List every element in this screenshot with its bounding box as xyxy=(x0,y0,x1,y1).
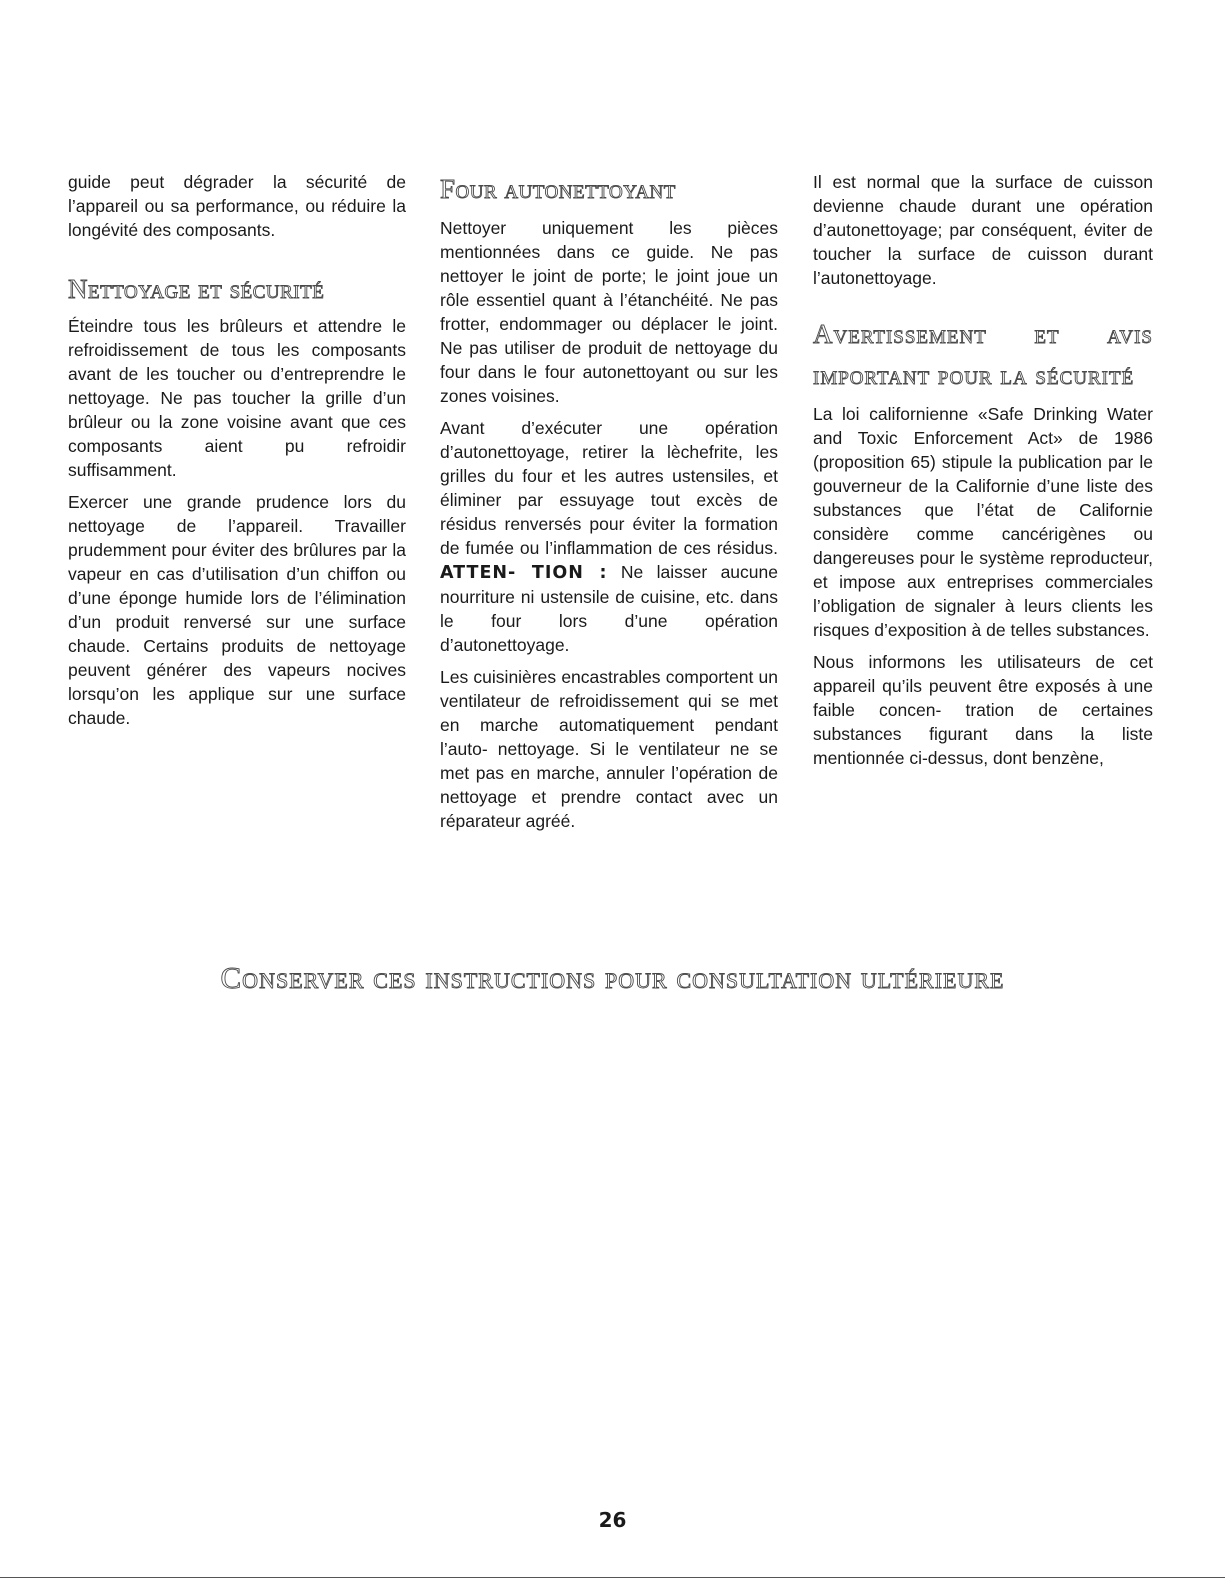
save-instructions-heading: Conserver ces instructions pour consultation ultérieure xyxy=(220,960,1005,995)
bottom-divider xyxy=(0,1577,1225,1578)
section-heading-self-cleaning-oven: Four autonettoyant xyxy=(440,174,676,204)
paragraph: La loi californienne «Safe Drinking Water and Toxic Enforcement Act» de 1986 (proposition 65) stipule la publication par le gouverneur de la Californie d’une liste des substances que l’état de Californie considère comme cancérigènes ou dangereuses pour le système reproducteur, et impose aux entreprises commerciales l’obligation de signaler à leurs clients les risques d’exposition à de telles substances. xyxy=(813,404,1153,640)
section-heading-cleaning-safety: Nettoyage et sécurité xyxy=(68,274,325,304)
paragraph-text: Avant d’exécuter une opération d’autonettoyage, retirer la lèchefrite, les grilles du four et les autres ustensiles, et éliminer par essuyage tout excès de résidus renversés pour éviter la formation de fumée ou l’inflammation de ces résidus. xyxy=(440,418,778,558)
warning-label: ATTEN- TION : xyxy=(440,563,608,583)
paragraph-with-warning xyxy=(440,416,778,657)
section-heading-safety-warning: Avertissement et avis important pour la sécurité xyxy=(813,319,1153,390)
intro-paragraph: Il est normal que la surface de cuisson devienne chaude durant une opération d’autonettoyage; par conséquent, éviter de toucher la surface de cuisson durant l’autonettoyage. xyxy=(813,172,1153,288)
column-right xyxy=(813,170,1153,778)
paragraph: Nettoyer uniquement les pièces mentionnées dans ce guide. Ne pas nettoyer le joint de porte; le joint joue un rôle essentiel quant à l’étanchéité. Ne pas frotter, endommager ou déplacer le joint. Ne pas utiliser de produit de nettoyage du four dans le four autonettoyant ou sur les zones voisines. xyxy=(440,218,778,406)
paragraph: Les cuisinières encastrables comportent un ventilateur de refroidissement qui se met en marche automatiquement pendant l’auto- nettoyage. Si le ventilateur ne se met pas en marche, annuler l’opération de nettoyage et prendre contact avec un réparateur agréé. xyxy=(440,667,778,831)
paragraph: Exercer une grande prudence lors du nettoyage de l’appareil. Travailler prudemment pour éviter des brûlures par la vapeur en cas d’utilisation d’un chiffon ou d’une éponge humide lors de l’élimination d’un produit renversé sur une surface chaude. Certains produits de nettoyage peuvent générer des vapeurs nocives lorsqu’on les applique sur une surface chaude. xyxy=(68,492,406,728)
paragraph-text: Ne laisser aucune nourriture ni ustensile de cuisine, etc. dans le four lors d’une opération d’autonettoyage. xyxy=(440,562,778,655)
column-left xyxy=(68,170,406,738)
column-middle xyxy=(440,170,778,841)
page-number: 26 xyxy=(598,1508,627,1532)
paragraph: Nous informons les utilisateurs de cet appareil qu’ils peuvent être exposés à une faible concen- tration de certaines substances figurant dans la liste mentionnée ci-dessus, dont benzène, xyxy=(813,652,1153,768)
intro-paragraph: guide peut dégrader la sécurité de l’appareil ou sa performance, ou réduire la longévité des composants. xyxy=(68,172,406,240)
paragraph: Éteindre tous les brûleurs et attendre le refroidissement de tous les composants avant de les toucher ou d’entreprendre le nettoyage. Ne pas toucher la grille d’un brûleur ou la zone voisine avant que ces composants aient pu refroidir suffisamment. xyxy=(68,316,406,480)
